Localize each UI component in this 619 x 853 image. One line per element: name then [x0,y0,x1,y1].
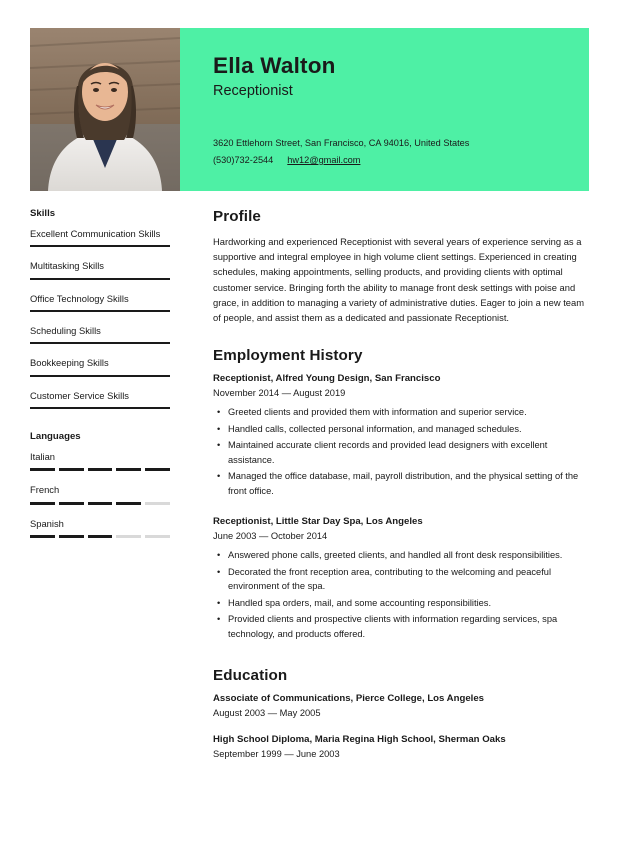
languages-block [30,431,170,538]
page-title: Ella Walton [213,53,336,78]
employment-bullets [213,405,589,498]
list-item [30,389,170,409]
education-heading: High School Diploma, Maria Regina High School, Sherman Oaks [213,734,506,746]
employment-heading: Receptionist, Alfred Young Design, San Francisco [213,373,441,385]
list-item [30,517,170,538]
list-item: • Greeted clients and provided them with information and superior service. [228,405,589,420]
main-content [213,208,589,761]
language-level-bar [30,468,170,471]
header-band [180,28,589,191]
education-dates: August 2003 — May 2005 [213,708,321,719]
employment-dates: June 2003 — October 2014 [213,531,328,542]
avatar [30,28,180,191]
employment-bullets [213,548,589,641]
skill-rule [30,375,170,377]
skills-heading: Skills [30,208,56,219]
resume-header [30,28,589,191]
list-item [30,292,170,312]
education-heading: Associate of Communications, Pierce College, Los Angeles [213,693,485,705]
skill-label: Scheduling Skills [30,325,101,337]
list-item [30,259,170,279]
education-dates: September 1999 — June 2003 [213,749,340,760]
list-item [30,483,170,504]
profile-text: Hardworking and experienced Receptionist with several years of experience serving as a supportive and integral employee in high volume client settings. Experienced in creating schedules, making appointments, selling products, and providing clients with optimal customer service. Bringing forth the ability to manage front desk settings with poise and grace, in addition to managing a variety of administrative duties. Eager to join a new team of people, and assist them as a dedicated and passionate Receptionist. [213,236,585,324]
list-item: • Handled spa orders, mail, and some accounting responsibilities. [228,596,589,611]
language-label: Spanish [30,517,64,529]
language-label: Italian [30,451,56,463]
skill-rule [30,310,170,312]
contact-phone: (530)732-2544 [213,154,274,165]
employment-dates: November 2014 — August 2019 [213,388,346,399]
skill-label: Customer Service Skills [30,389,129,401]
languages-heading: Languages [30,431,81,443]
employment-entry [213,373,589,498]
skill-rule [30,407,170,409]
contact-address: 3620 Ettlehorn Street, San Francisco, CA 94016, United States [213,137,470,148]
list-item [30,450,170,471]
education-entry [213,693,589,718]
education-entry [213,734,589,759]
contact-block [213,135,469,169]
profile-title: Profile [213,208,261,225]
education-title: Education [213,667,288,685]
language-label: French [30,484,60,496]
list-item: • Provided clients and prospective clients with information regarding services, spa technology, and products offered. [228,612,589,641]
skill-label: Bookkeeping Skills [30,357,109,369]
list-item: • Decorated the front reception area, contributing to the welcoming and peaceful environment of the spa. [228,565,589,594]
list-item: • Handled calls, collected personal information, and managed schedules. [228,422,589,437]
contact-email-link[interactable]: hw12@gmail.com [287,154,361,165]
skill-label: Office Technology Skills [30,292,129,304]
sidebar [30,208,170,550]
section-education [213,667,589,759]
list-item [30,227,170,247]
employment-title: Employment History [213,347,363,365]
skill-label: Excellent Communication Skills [30,228,161,239]
list-item [30,356,170,376]
header-job-title: Receptionist [213,82,293,99]
employment-heading: Receptionist, Little Star Day Spa, Los Angeles [213,516,423,528]
list-item: • Managed the office database, mail, payroll distribution, and the physical setting of the front office. [228,469,589,498]
list-item [30,324,170,344]
list-item: • Maintained accurate client records and provided lead designers with excellent assistance. [228,438,589,467]
list-item: • Answered phone calls, greeted clients, and handled all front desk responsibilities. [228,548,589,563]
section-employment [213,347,589,641]
employment-entry [213,516,589,641]
language-level-bar [30,535,170,538]
skill-rule [30,342,170,344]
section-profile [213,208,589,325]
skill-label: Multitasking Skills [30,260,104,272]
language-level-bar [30,502,170,505]
skill-rule [30,278,170,280]
skill-rule [30,245,170,247]
